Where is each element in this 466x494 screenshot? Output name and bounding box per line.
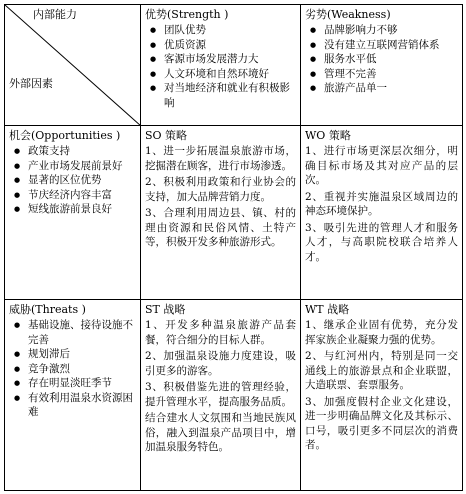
strength-header: 优势(Strength ) bbox=[145, 8, 229, 21]
list-item: ● 管理不完善 bbox=[305, 67, 458, 82]
list-item: ● 产业市场发展前景好 bbox=[9, 159, 136, 174]
internal-capability-label: 内部能力 bbox=[33, 8, 77, 21]
strength-list bbox=[145, 23, 296, 110]
strategy-item: 结合建水人文氛围和当地民族风俗，融入到温泉产品项目中，增加温泉服务特色。 bbox=[145, 412, 296, 453]
list-item: ● 节庆经济内容丰富 bbox=[9, 188, 136, 203]
list-item: ● 基础设施、接待设施不完善 bbox=[9, 318, 136, 347]
strategy-item: 2、重视并实施温泉区域周边的神态环境保护。 bbox=[305, 190, 458, 217]
wo-strategy-header: WO 策略 bbox=[305, 129, 351, 142]
row-threats bbox=[5, 300, 463, 491]
weakness-list bbox=[305, 23, 458, 96]
list-item: ● 政策支持 bbox=[9, 144, 136, 159]
st-strategy-cell bbox=[141, 300, 301, 491]
list-item: ● 竞争激烈 bbox=[9, 362, 136, 377]
strategy-item: 3、积极借鉴先进的管理经验，提升管理水平，提高服务品质。 bbox=[145, 381, 296, 408]
row-internal bbox=[5, 5, 463, 126]
list-item: ● 优质资源 bbox=[145, 38, 296, 53]
list-item: ● 客源市场发展潜力大 bbox=[145, 52, 296, 67]
strategy-item: 2、加强温泉设施力度建设，吸引更多的游客。 bbox=[145, 350, 296, 377]
list-item: ● 旅游产品单一 bbox=[305, 81, 458, 96]
list-item: ● 存在明显淡旺季节 bbox=[9, 376, 136, 391]
strategy-item: 1、进一步拓展温泉旅游市场，挖掘潜在顾客，进行市场渗透。 bbox=[145, 145, 296, 172]
external-factors-label: 外部因素 bbox=[9, 77, 53, 90]
list-item: ● 没有建立互联网营销体系 bbox=[305, 38, 458, 53]
strategy-item: 3、合理利用周边县、镇、村的理由资源和民俗风情、土特产等，积极开发多种旅游形式。 bbox=[145, 207, 296, 248]
st-strategy-header: ST 战略 bbox=[145, 303, 186, 316]
opportunities-cell bbox=[5, 126, 141, 300]
threats-list bbox=[9, 318, 136, 420]
list-item: ● 显著的区位优势 bbox=[9, 173, 136, 188]
threats-header: 威胁(Threats ) bbox=[9, 303, 86, 316]
list-item: ● 服务水平低 bbox=[305, 52, 458, 67]
strength-cell bbox=[141, 5, 301, 126]
diagonal-line bbox=[5, 5, 141, 126]
strategy-item: 1、继承企业固有优势，充分发挥家族企业凝聚力强的优势。 bbox=[305, 319, 458, 346]
strategy-item: 3、吸引先进的管理人才和服务人才，与高职院校联合培养人才。 bbox=[305, 221, 458, 263]
strategy-item: 2、与红河州内，特别是同一交通线上的旅游景点和企业联盟，大造联票、套票服务。 bbox=[305, 350, 458, 391]
swot-table bbox=[4, 4, 463, 491]
strategy-item: 2、积极利用政策和行业协会的支持，加大品牌营销力度。 bbox=[145, 176, 296, 203]
list-item: ● 短线旅游前景良好 bbox=[9, 202, 136, 217]
list-item: ● 团队优势 bbox=[145, 23, 296, 38]
opportunities-list bbox=[9, 144, 136, 217]
strategy-item: 1、开发多种温泉旅游产品套餐，符合细分的目标人群。 bbox=[145, 319, 296, 346]
opportunities-header: 机会(Opportunities ) bbox=[9, 129, 121, 142]
corner-cell bbox=[5, 5, 141, 126]
wt-strategy-cell bbox=[301, 300, 463, 491]
list-item: ● 对当地经济和就业有积极影响 bbox=[145, 81, 296, 110]
threats-cell bbox=[5, 300, 141, 491]
strategy-item: 1、进行市场更深层次细分，明确目标市场及其对应产品的层次。 bbox=[305, 145, 458, 186]
row-opportunities bbox=[5, 126, 463, 300]
so-strategy-cell bbox=[141, 126, 301, 300]
list-item: ● 有效利用温泉水资源困难 bbox=[9, 391, 136, 420]
wo-strategy-cell bbox=[301, 126, 463, 300]
list-item: ● 品牌影响力不够 bbox=[305, 23, 458, 38]
list-item: ● 规划滞后 bbox=[9, 347, 136, 362]
strategy-item: 3、加强度假村企业文化建设，进一步明确品牌文化及其标示、口号，吸引更多不同层次的消费者。 bbox=[305, 395, 458, 451]
so-strategy-header: SO 策略 bbox=[145, 129, 188, 142]
weakness-cell bbox=[301, 5, 463, 126]
weakness-header: 劣势(Weakness) bbox=[305, 8, 391, 21]
list-item: ● 人文环境和自然环境好 bbox=[145, 67, 296, 82]
wt-strategy-header: WT 战略 bbox=[305, 303, 350, 316]
